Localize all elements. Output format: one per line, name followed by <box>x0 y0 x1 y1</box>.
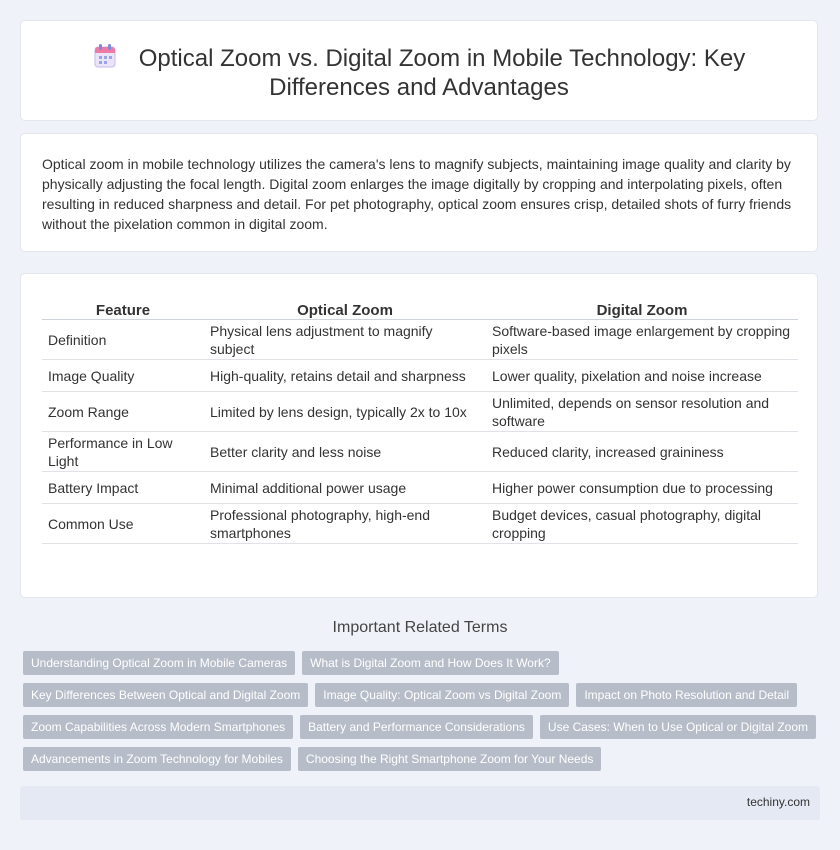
related-term-tag[interactable]: Use Cases: When to Use Optical or Digital Zoom <box>540 715 816 739</box>
header-digital-zoom: Digital Zoom <box>486 295 798 320</box>
related-term-tag[interactable]: Image Quality: Optical Zoom vs Digital Zoom <box>315 683 569 707</box>
table-cell: Software-based image enlargement by cropping pixels <box>486 320 798 360</box>
page-title <box>61 43 777 102</box>
table-cell: Higher power consumption due to processing <box>486 472 798 504</box>
related-term-tag[interactable]: Choosing the Right Smartphone Zoom for Your Needs <box>298 747 602 771</box>
table-cell: Better clarity and less noise <box>204 432 486 472</box>
table-row <box>42 504 798 544</box>
table-row <box>42 392 798 432</box>
table-cell: Professional photography, high-end smartphones <box>204 504 486 544</box>
table-row <box>42 472 798 504</box>
related-terms-heading: Important Related Terms <box>332 619 508 636</box>
table-cell: Lower quality, pixelation and noise increase <box>486 360 798 392</box>
tag-row <box>23 683 823 707</box>
related-term-tag[interactable]: Understanding Optical Zoom in Mobile Cameras <box>23 651 295 675</box>
table-cell: Image Quality <box>42 360 204 392</box>
intro-paragraph: Optical zoom in mobile technology utilizes the camera's lens to magnify subjects, maintaining image quality and clarity by physically adjusting the focal length. Digital zoom enlarges the image digitally by cropping and interpolating pixels, often resulting in reduced sharpness and detail. For pet photography, optical zoom ensures crisp, detailed shots of furry friends without the pixelation common in digital zoom. <box>42 156 792 232</box>
title-card <box>20 20 818 121</box>
tag-row <box>23 747 823 771</box>
related-term-tag[interactable]: Key Differences Between Optical and Digital Zoom <box>23 683 308 707</box>
table-cell: High-quality, retains detail and sharpness <box>204 360 486 392</box>
table-row <box>42 320 798 360</box>
table-cell: Performance in Low Light <box>42 432 204 472</box>
table-cell: Limited by lens design, typically 2x to 10x <box>204 392 486 432</box>
table-cell: Definition <box>42 320 204 360</box>
related-term-tag[interactable]: Battery and Performance Considerations <box>300 715 533 739</box>
page-title-text: Optical Zoom vs. Digital Zoom in Mobile Technology: Key Differences and Advantages <box>138 45 746 101</box>
comparison-table <box>42 295 798 544</box>
table-row <box>42 432 798 472</box>
tag-row <box>23 715 823 739</box>
intro-card <box>20 133 818 252</box>
related-term-tag[interactable]: What is Digital Zoom and How Does It Work? <box>302 651 559 675</box>
table-cell: Minimal additional power usage <box>204 472 486 504</box>
table-cell: Unlimited, depends on sensor resolution and software <box>486 392 798 432</box>
related-term-tag[interactable]: Impact on Photo Resolution and Detail <box>576 683 797 707</box>
tag-row <box>23 651 823 675</box>
table-row <box>42 360 798 392</box>
related-terms-list <box>23 651 823 779</box>
table-cell: Reduced clarity, increased graininess <box>486 432 798 472</box>
calendar-icon <box>93 43 117 69</box>
table-cell: Budget devices, casual photography, digital cropping <box>486 504 798 544</box>
table-cell: Common Use <box>42 504 204 544</box>
related-term-tag[interactable]: Zoom Capabilities Across Modern Smartphones <box>23 715 293 739</box>
table-cell: Battery Impact <box>42 472 204 504</box>
header-feature: Feature <box>42 295 204 320</box>
footer <box>20 786 820 820</box>
table-cell: Zoom Range <box>42 392 204 432</box>
table-cell: Physical lens adjustment to magnify subject <box>204 320 486 360</box>
related-term-tag[interactable]: Advancements in Zoom Technology for Mobiles <box>23 747 291 771</box>
table-header-row <box>42 295 798 320</box>
footer-site-link[interactable]: techiny.com <box>746 795 810 809</box>
comparison-card <box>20 273 818 598</box>
header-optical-zoom: Optical Zoom <box>204 295 486 320</box>
